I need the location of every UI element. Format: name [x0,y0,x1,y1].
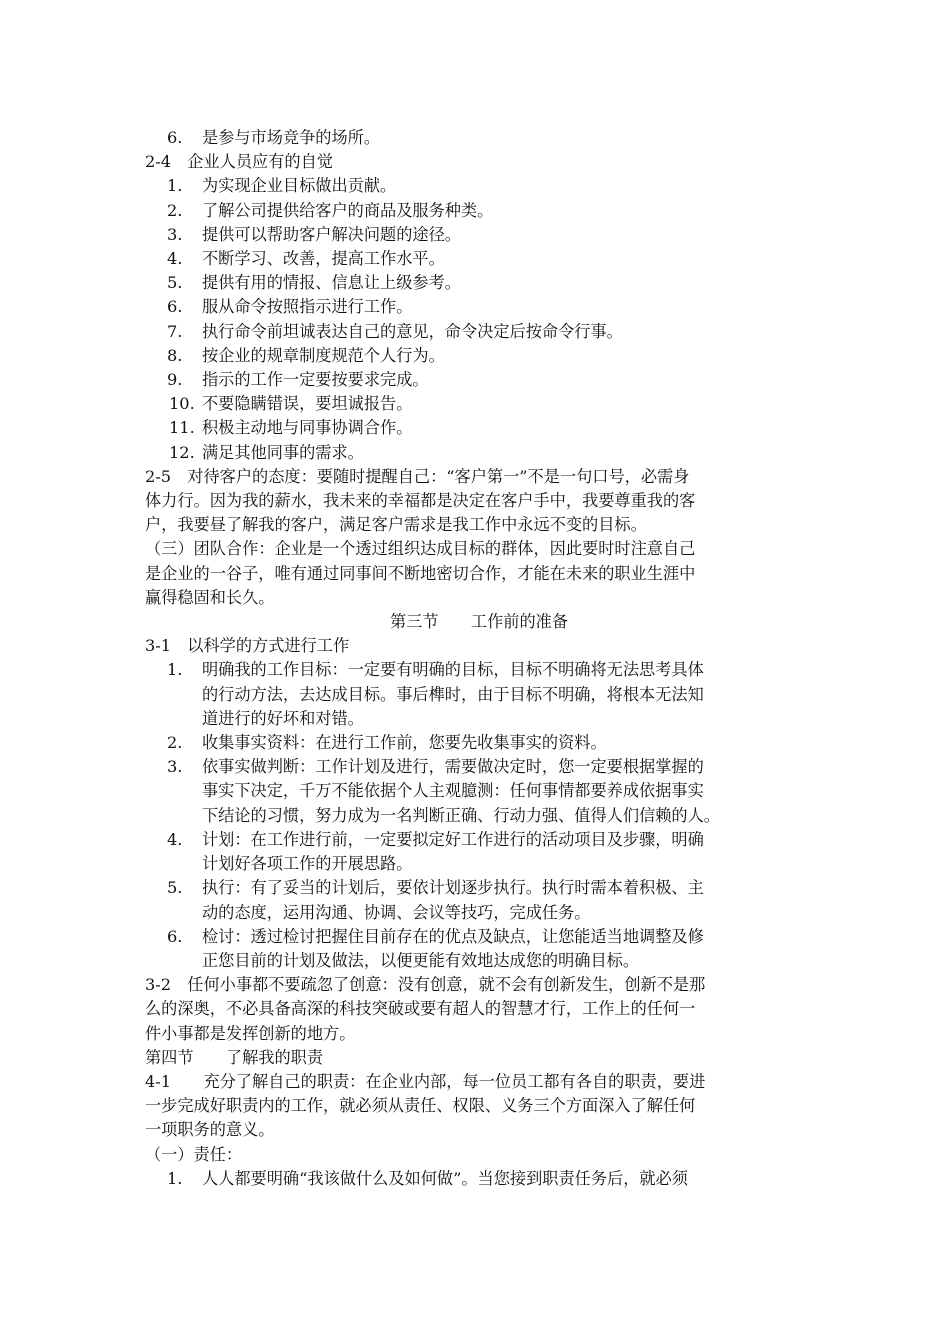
list-item [145,731,813,755]
list-item [145,658,813,731]
item-number: 11. [169,418,195,438]
section-heading-2-4: 2-4 企业人员应有的自觉 [145,152,333,172]
paragraph-line: 2-5 对待客户的态度：要随时提醒自己：“客户第一”不是一句口号，必需身 [145,466,690,486]
list-2-4 [145,174,813,464]
paragraph-line: 是企业的一谷子，唯有通过同事间不断地密切合作，才能在未来的职业生涯中 [145,563,696,583]
item-line: 下结论的习惯，努力成为一名判断正确、行动力强、值得人们信赖的人。 [202,805,720,825]
item-text: 了解公司提供给客户的商品及服务种类。 [202,200,494,220]
list-item [145,368,813,392]
item-line: 检讨：透过检讨把握住目前存在的优点及缺点，让您能适当地调整及修 [202,926,704,946]
paragraph-line: 3-2 任何小事都不要疏忽了创意：没有创意，就不会有创新发生，创新不是那 [145,975,706,995]
item-number: 2. [167,200,183,220]
list-item [145,174,813,198]
list-item [145,1167,813,1191]
paragraph-line: 一步完成好职责内的工作，就必须从责任、权限、义务三个方面深入了解任何 [145,1096,696,1116]
section-title-4: 第四节 了解我的职责 [145,1047,324,1067]
item-text: 指示的工作一定要按要求完成。 [202,370,429,390]
item-number: 3. [167,224,183,244]
item-number: 9. [167,370,183,390]
item-number: 6. [167,297,183,317]
item-line: 正您目前的计划及做法，以便更能有效地达成您的明确目标。 [202,950,640,970]
paragraph-teamwork [145,537,813,610]
item-text: 为实现企业目标做出贡献。 [202,176,397,196]
item-text: 人人都要明确“我该做什么及如何做”。当您接到职责任务后，就必须 [202,1168,688,1188]
list-item [145,755,813,828]
item-text: 提供可以帮助客户解决问题的途径。 [202,224,461,244]
list-3-1 [145,658,813,973]
item-text: 积极主动地与同事协调合作。 [202,418,413,438]
list-item [145,199,813,223]
item-number: 5. [167,273,183,293]
item-text: 按企业的规章制度规范个人行为。 [202,345,445,365]
list-item [145,416,813,440]
item-text: 不断学习、改善，提高工作水平。 [202,249,445,269]
paragraph-line: 4-1 充分了解自己的职责：在企业内部，每一位员工都有各自的职责，要进 [145,1071,706,1091]
item-line: 的行动方法，去达成目标。事后榫时，由于目标不明确，将根本无法知 [202,684,704,704]
section-title-3: 第三节 工作前的准备 [389,612,569,632]
item-number: 1. [167,176,183,196]
item-line: 事实下决定，千万不能依据个人主观臆测：任何事情都要养成依据事实 [202,781,704,801]
paragraph-line: 赢得稳固和长久。 [145,587,275,607]
list-item [145,392,813,416]
item-text: 是参与市场竞争的场所。 [202,128,381,147]
list-item [145,247,813,271]
item-line: 计划好各项工作的开展思路。 [202,854,413,874]
item-line: 依事实做判断：工作计划及进行，需要做决定时，您一定要根据掌握的 [202,757,704,777]
item-text: 服从命令按照指示进行工作。 [202,297,413,317]
paragraph-line: 件小事都是发挥创新的地方。 [145,1023,356,1043]
paragraph-line: 一项职务的意义。 [145,1120,275,1140]
item-number: 12. [169,442,195,462]
item-number: 2. [167,733,183,753]
list-item [145,828,813,876]
item-line: 动的态度，运用沟通、协调、会议等技巧，完成任务。 [202,902,591,922]
item-number: 6. [167,926,183,946]
item-text: 满足其他同事的需求。 [202,442,364,462]
list-item [145,295,813,319]
item-text: 执行命令前坦诚表达自己的意见，命令决定后按命令行事。 [202,321,623,341]
paragraph-line: （三）团队合作：企业是一个透过组织达成目标的群体，因此要时时注意自己 [145,539,696,559]
paragraph-3-2 [145,973,813,1046]
item-number: 3. [167,757,183,777]
item-number: 1. [167,1168,183,1188]
list-item [145,320,813,344]
list-item [145,126,813,150]
item-number: 4. [167,829,183,849]
list-item [145,925,813,973]
item-number: 7. [167,321,183,341]
item-text: 提供有用的情报、信息让上级参考。 [202,273,461,293]
item-number: 8. [167,345,183,365]
item-line: 明确我的工作目标：一定要有明确的目标，目标不明确将无法思考具体 [202,660,704,680]
list-item [145,876,813,924]
item-line: 收集事实资料：在进行工作前，您要先收集事实的资料。 [202,733,607,753]
section-heading-3-1: 3-1 以科学的方式进行工作 [145,636,350,656]
document-page [145,126,813,1191]
item-text: 不要隐瞒错误，要坦诚报告。 [202,394,413,414]
list-item [145,441,813,465]
item-number: 10. [169,394,195,414]
item-number: 4. [167,249,183,269]
paragraph-line: 户，我要昼了解我的客户，满足客户需求是我工作中永远不变的目标。 [145,515,647,535]
item-number: 6. [167,128,183,147]
paragraph-line: 么的深奥，不必具备高深的科技突破或要有超人的智慧才行，工作上的任何一 [145,999,696,1019]
subheading-responsibility: （一）责任： [145,1144,243,1164]
item-line: 道进行的好坏和对错。 [202,708,364,728]
list-item [145,344,813,368]
item-number: 5. [167,878,183,898]
list-item [145,223,813,247]
item-number: 1. [167,660,183,680]
item-line: 计划：在工作进行前，一定要拟定好工作进行的活动项目及步骤，明确 [202,829,704,849]
item-line: 执行：有了妥当的计划后，要依计划逐步执行。执行时需本着积极、主 [202,878,704,898]
paragraph-4-1 [145,1070,813,1143]
list-item [145,271,813,295]
paragraph-line: 体力行。因为我的薪水，我未来的幸福都是决定在客户手中，我要尊重我的客 [145,491,696,511]
paragraph-2-5 [145,465,813,538]
